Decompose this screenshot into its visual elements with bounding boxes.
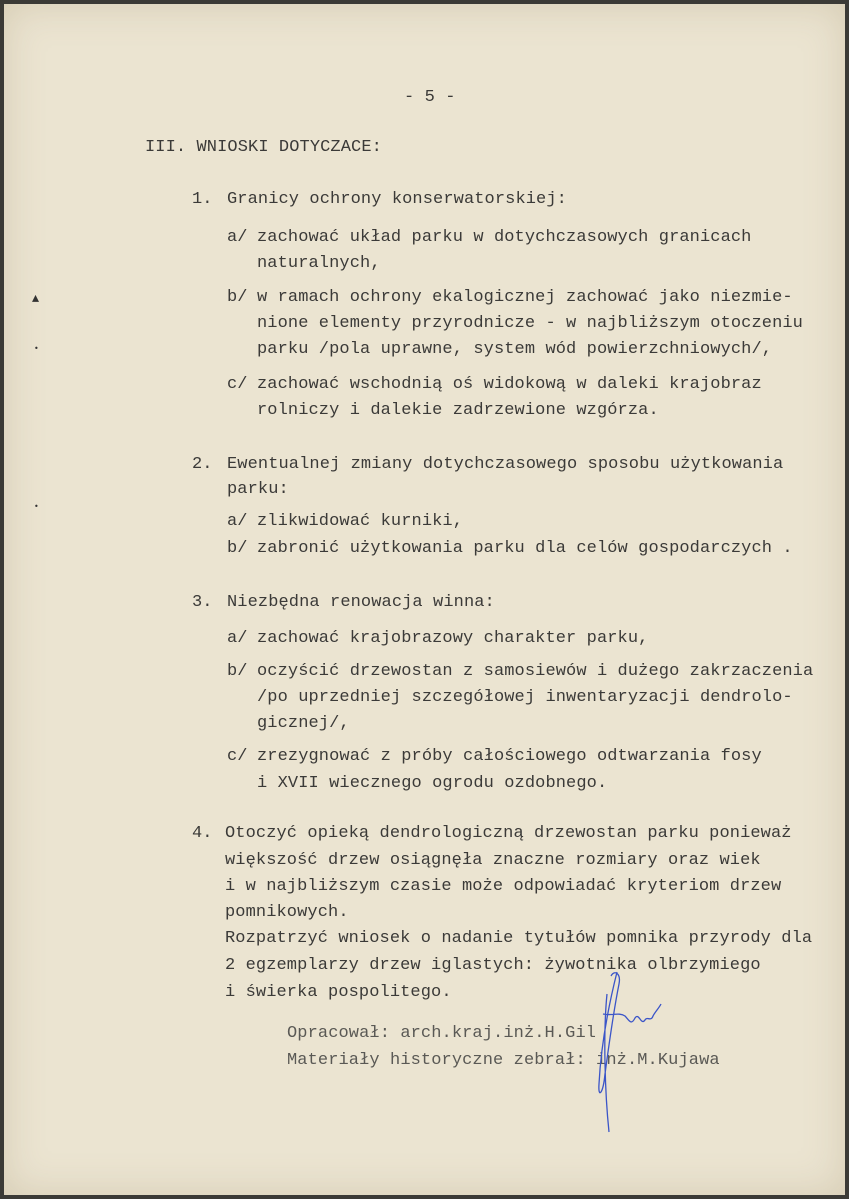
item-1a-line: naturalnych, — [257, 254, 381, 273]
item-1a-line: zachować układ parku w dotychczasowych granicach — [257, 228, 752, 247]
item-2a-line: zlikwidować kurniki, — [257, 512, 464, 531]
item-2-number: 2. — [192, 455, 213, 474]
page-number: - 5 - — [404, 88, 456, 107]
item-2-heading: parku: — [227, 480, 289, 499]
item-4-number: 4. — [192, 824, 213, 843]
item-3a-line: zachować krajobrazowy charakter parku, — [257, 629, 649, 648]
item-3c-line: i XVII wiecznego ogrodu ozdobnego. — [257, 774, 608, 793]
item-4-line: 2 egzemplarzy drzew iglastych: żywotnika olbrzymiego — [225, 956, 761, 975]
item-2-heading: Ewentualnej zmiany dotychczasowego sposobu użytkowania — [227, 455, 784, 474]
item-1a-label: a/ — [227, 228, 248, 247]
item-1b-line: nione elementy przyrodnicze - w najbliższym otoczeniu — [257, 314, 803, 333]
item-4-line: i w najbliższym czasie może odpowiadać kryteriom drzew — [225, 877, 782, 896]
item-1-heading: Granicy ochrony konserwatorskiej: — [227, 190, 567, 209]
item-4-line: Rozpatrzyć wniosek o nadanie tytułów pomnika przyrody dla — [225, 929, 813, 948]
item-3b-line: /po uprzedniej szczegółowej inwentaryzacji dendrolo- — [257, 688, 793, 707]
item-3b-label: b/ — [227, 662, 248, 681]
item-1c-label: c/ — [227, 375, 248, 394]
margin-mark: ▴ — [32, 290, 40, 306]
item-1c-line: zachować wschodnią oś widokową w daleki krajobraz — [257, 375, 762, 394]
item-3-number: 3. — [192, 593, 213, 612]
item-3c-line: zrezygnować z próby całościowego odtwarzania fosy — [257, 747, 762, 766]
item-4-line: i świerka pospolitego. — [225, 983, 452, 1002]
item-3-heading: Niezbędna renowacja winna: — [227, 593, 495, 612]
item-2b-label: b/ — [227, 539, 248, 558]
item-3c-label: c/ — [227, 747, 248, 766]
document-page — [4, 4, 845, 1195]
item-1c-line: rolniczy i dalekie zadrzewione wzgórza. — [257, 401, 659, 420]
margin-dot: • — [34, 344, 39, 353]
item-4-line: Otoczyć opieką dendrologiczną drzewostan parku ponieważ — [225, 824, 792, 843]
item-1b-line: w ramach ochrony ekalogicznej zachować jako niezmie- — [257, 288, 793, 307]
item-2a-label: a/ — [227, 512, 248, 531]
item-1b-line: parku /pola uprawne, system wód powierzchniowych/, — [257, 340, 773, 359]
section-title: III. WNIOSKI DOTYCZACE: — [145, 138, 382, 157]
item-1b-label: b/ — [227, 288, 248, 307]
item-3b-line: oczyścić drzewostan z samosiewów i dużego zakrzaczenia — [257, 662, 814, 681]
item-1-number: 1. — [192, 190, 213, 209]
item-4-line: większość drzew osiągnęła znaczne rozmiary oraz wiek — [225, 851, 761, 870]
historical-materials-by: Materiały historyczne zebrał: inż.M.Kujawa — [287, 1051, 720, 1070]
item-3b-line: gicznej/, — [257, 714, 350, 733]
prepared-by: Opracował: arch.kraj.inż.H.Gil — [287, 1024, 597, 1043]
handwritten-signature — [589, 964, 689, 1134]
item-2b-line: zabronić użytkowania parku dla celów gospodarczych . — [257, 539, 793, 558]
item-3a-label: a/ — [227, 629, 248, 648]
item-4-line: pomnikowych. — [225, 903, 349, 922]
margin-dot: • — [34, 502, 39, 511]
